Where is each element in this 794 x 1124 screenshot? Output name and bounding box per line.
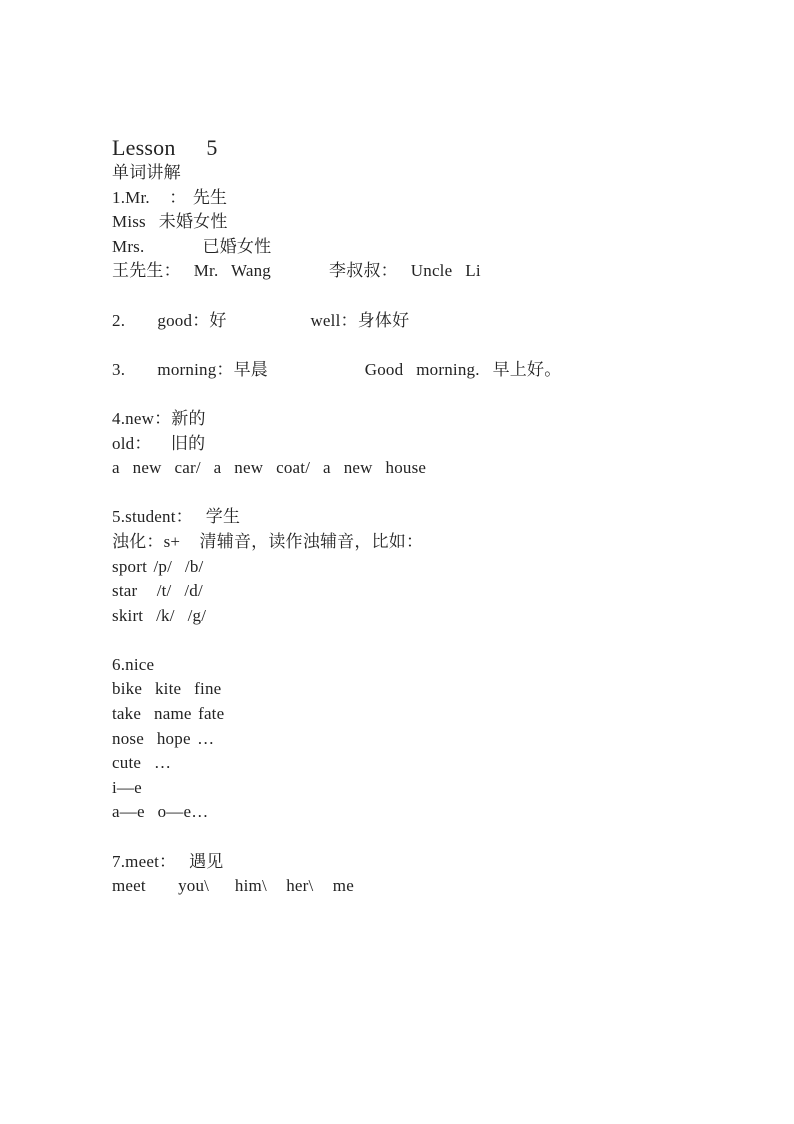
text-line: 浊化：s+ 清辅音，读作浊辅音，比如： xyxy=(112,531,424,551)
text-line: 6.nice xyxy=(112,654,155,674)
text-line: meet you\ him\ her\ me xyxy=(112,876,354,896)
text-line: i—e xyxy=(112,777,142,797)
blank-line xyxy=(112,333,734,358)
text-line: sport /p/ /b/ xyxy=(112,556,204,576)
text-line: 3. morning：早晨 Good morning. 早上好。 xyxy=(112,359,562,379)
text-line: nose hope … xyxy=(112,728,215,748)
blank-line xyxy=(112,382,734,407)
text-line: Mrs. 已婚女性 xyxy=(112,236,272,256)
text-line: 1.Mr. ： 先生 xyxy=(112,187,228,207)
text-line: 7.meet： 遇见 xyxy=(112,851,224,871)
text-line: skirt /k/ /g/ xyxy=(112,605,207,625)
text-line: Miss 未婚女性 xyxy=(112,212,228,232)
text-line: a new car/ a new coat/ a new house xyxy=(112,458,427,478)
blank-line xyxy=(112,481,734,506)
text-line: 王先生： Mr. Wang 李叔叔： Uncle Li xyxy=(112,261,481,281)
text-line: take name fate xyxy=(112,704,225,724)
text-line: cute … xyxy=(112,753,172,773)
text-line: star /t/ /d/ xyxy=(112,581,203,601)
text-line: 5.student： 学生 xyxy=(112,507,241,527)
text-line: old： 旧的 xyxy=(112,433,206,453)
text-line: a—e o—e… xyxy=(112,802,209,822)
blank-line xyxy=(112,628,734,653)
text-line: 2. good：好 well：身体好 xyxy=(112,310,410,330)
text-line: 单词讲解 xyxy=(112,163,181,182)
text-line: 4.new：新的 xyxy=(112,408,206,428)
document-body xyxy=(112,161,734,899)
blank-line xyxy=(112,284,734,309)
lesson-title: Lesson 5 xyxy=(112,135,218,160)
blank-line xyxy=(112,825,734,850)
text-line: bike kite fine xyxy=(112,679,222,699)
